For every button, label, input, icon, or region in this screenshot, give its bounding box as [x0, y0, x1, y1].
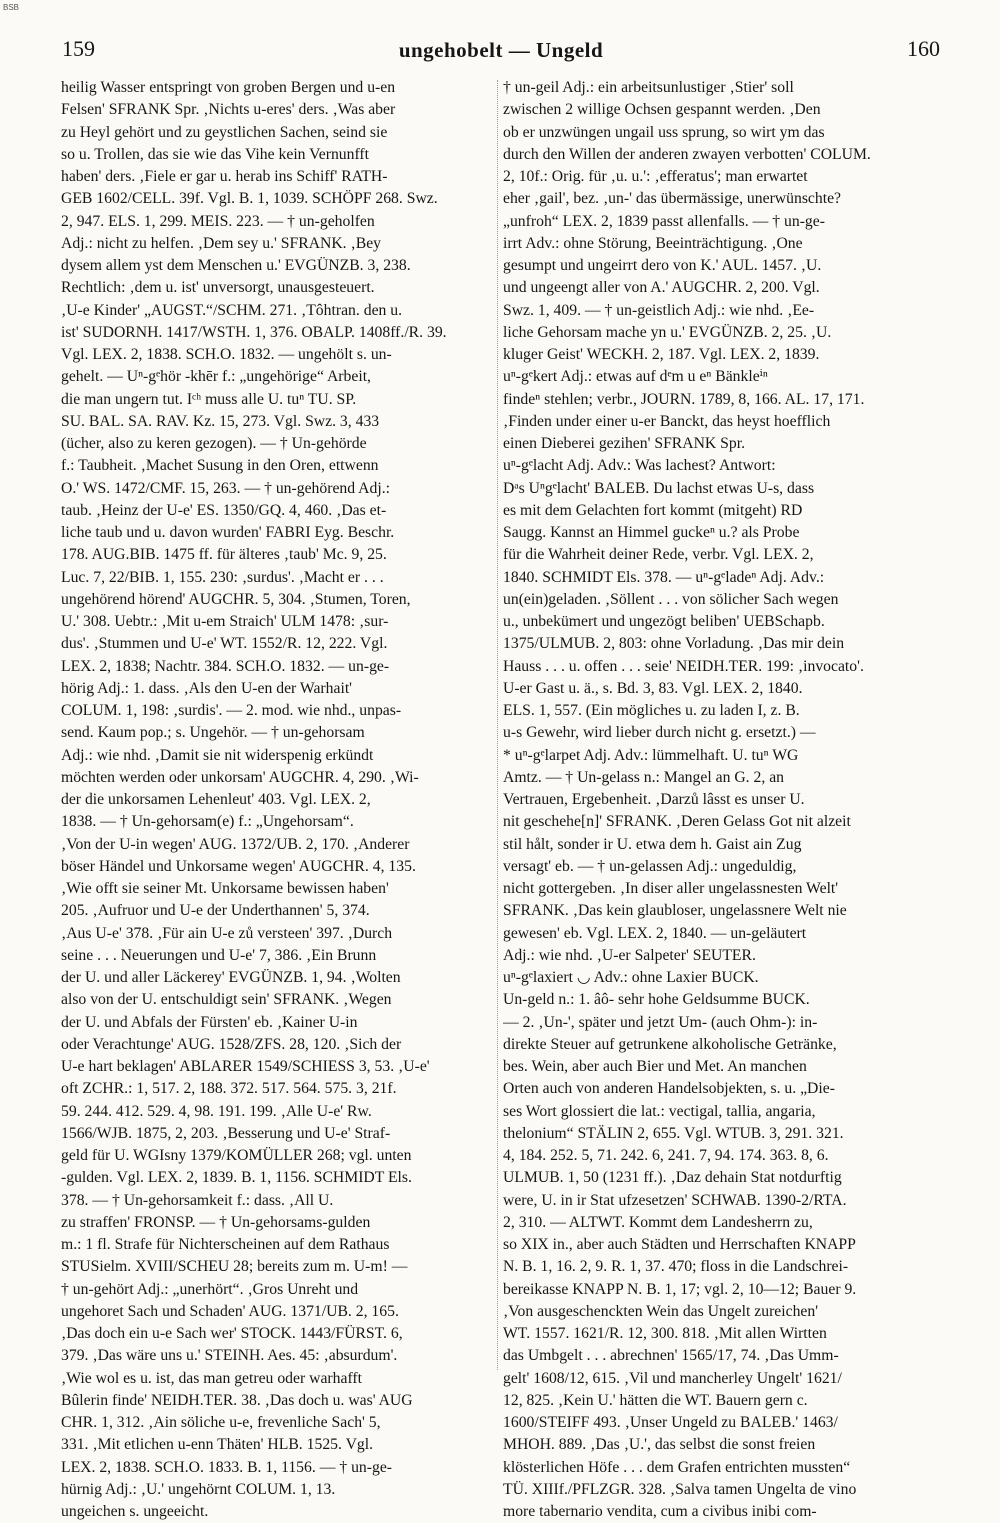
text-line: -gulden. Vgl. LEX. 2, 1839. B. 1, 1156. SCHMIDT Els.: [61, 1169, 412, 1187]
text-line: Luc. 7, 22/BIB. 1, 155. 230: ‚surdus'. ‚Macht er . . .: [61, 568, 384, 586]
text-line: Vgl. LEX. 2, 1838. SCH.O. 1832. — ungehölt s. un-: [61, 346, 392, 363]
text-line: U-e hart beklagen' ABLARER 1549/SCHIESS 3, 53. ‚U-e': [61, 1058, 430, 1075]
text-line: hürnig Adj.: ‚U.' ungehörnt COLUM. 1, 13.: [61, 1480, 336, 1498]
text-line: were, U. in ir Stat ufzesetzen' SCHWAB. 1390-2/RTA.: [503, 1191, 847, 1209]
text-line: more tabernario vendita, cum a civibus inibi com-: [503, 1503, 817, 1520]
page-number-right: 160: [907, 36, 940, 61]
text-line: m.: 1 fl. Strafe für Nichterscheinen auf dem Rathaus: [61, 1236, 390, 1253]
text-line: gehelt. — Uⁿ-gᵉhör -khēr f.: „ungehörige“ Arbeit,: [61, 368, 371, 386]
text-line: O.' WS. 1472/CMF. 15, 263. — † un-gehörend Adj.:: [61, 479, 390, 497]
text-line: uⁿ-gᵉlacht Adj. Adv.: Was lachest? Antwort:: [503, 457, 776, 475]
text-line: 178. AUG.BIB. 1475 ff. für älteres ‚taub' Mc. 9, 25.: [61, 546, 387, 564]
text-line: 4, 184. 252. 5, 71. 242. 6, 241. 7, 94. 174. 363. 8, 6.: [503, 1147, 829, 1164]
text-line: oder Verachtunge' AUG. 1528/ZFS. 28, 120. ‚Sich der: [61, 1035, 402, 1053]
text-line: böser Händel und Unkorsame wegen' AUGCHR. 4, 135.: [61, 857, 416, 875]
text-line: ‚Finden under einer u-er Banckt, das heyst hoefflich: [503, 412, 831, 430]
text-line: direkte Steuer auf getrunkene alkoholische Getränke,: [503, 1035, 837, 1053]
text-line: der U. und Abfals der Fürsten' eb. ‚Kainer U-in: [61, 1013, 358, 1031]
text-line: ‚Aus U-e' 378. ‚Für ain U-e zů versteen' 397. ‚Durch: [61, 924, 393, 942]
text-line: U.' 308. Uebtr.: ‚Mit u-em Straich' ULM 1478: ‚sur-: [61, 613, 389, 630]
text-line: liche Gehorsam mache yn u.' EVGÜNZB. 2, 25. ‚U.: [503, 323, 832, 341]
text-line: klösterlichen Höfe . . . dem Grafen entrichten mussten“: [503, 1458, 851, 1476]
text-line: also von der U. entschuldigt sein' SFRANK. ‚Wegen: [61, 991, 392, 1009]
text-line: LEX. 2, 1838; Nachtr. 384. SCH.O. 1832. — un-ge-: [61, 657, 390, 675]
text-line: ‚Das doch ein u-e Sach wer' STOCK. 1443/FÜRST. 6,: [61, 1325, 403, 1342]
text-line: das Umbgelt . . . abrechnen' 1565/17, 74. ‚Das Umm-: [503, 1347, 839, 1365]
text-line: zu straffen' FRONSP. — † Un-gehorsams-gulden: [61, 1213, 371, 1231]
text-line: Swz. 1, 409. — † un-geistlich Adj.: wie nhd. ‚Ee-: [503, 301, 815, 319]
right-column: [503, 77, 938, 1523]
text-line: Bûlerin finde' NEIDH.TER. 38. ‚Das doch u. was' AUG: [61, 1391, 413, 1409]
text-line: der U. und aller Läckerey' EVGÜNZB. 1, 94. ‚Wolten: [61, 969, 401, 986]
text-line: † un-gehört Adj.: „unerhört“. ‚Gros Unreht und: [61, 1280, 359, 1298]
text-line: Hauss . . . u. offen . . . seie' NEIDH.TER. 199: ‚invocato'.: [503, 657, 864, 675]
text-line: 379. ‚Das wäre uns u.' STEINH. Aes. 45: ‚absurdum'.: [61, 1347, 398, 1365]
text-line: 205. ‚Aufruor und U-e der Underthannen' 5, 374.: [61, 902, 370, 920]
text-line: ‚Von ausgeschenckten Wein das Ungelt zureichen': [503, 1302, 819, 1320]
text-line: ‚Wie offt sie seiner Mt. Unkorsame bewissen haben': [61, 880, 389, 897]
text-line: ELS. 1, 557. (Ein mögliches u. zu laden I, z. B.: [503, 702, 800, 719]
text-line: gewesen' eb. Vgl. LEX. 2, 1840. — un-geläutert: [503, 924, 807, 942]
text-line: hörig Adj.: 1. dass. ‚Als den U-en der Warhait': [61, 679, 352, 697]
text-line: gesumpt und ungeirrt dero von K.' AUL. 1457. ‚U.: [503, 257, 822, 274]
text-line: U-er Gast u. ä., s. Bd. 3, 83. Vgl. LEX. 2, 1840.: [503, 679, 803, 697]
text-line: taub. ‚Heinz der U-e' ES. 1350/GQ. 4, 460. ‚Das et-: [61, 501, 387, 519]
text-line: 1600/STEIFF 493. ‚Unser Ungeld zu BALEB.' 1463/: [503, 1414, 838, 1431]
text-line: ob er unzwüngen ungail uss sprung, so wirt ym das: [503, 123, 825, 141]
text-line: so u. Trollen, das sie wie das Vihe kein Vernunfft: [61, 145, 369, 163]
text-line: SU. BAL. SA. RAV. Kz. 15, 273. Vgl. Swz. 3, 433: [61, 412, 380, 430]
text-line: 1840. SCHMIDT Els. 378. — uⁿ-gᵉladeⁿ Adj. Adv.:: [503, 568, 825, 586]
text-line: Adj.: nicht zu helfen. ‚Dem sey u.' SFRANK. ‚Bey: [61, 234, 382, 252]
text-line: haben' ders. ‚Fiele er gar u. herab ins Schiff' RATH-: [61, 168, 388, 185]
text-line: oft ZCHR.: 1, 517. 2, 188. 372. 517. 564. 575. 3, 21f.: [61, 1080, 397, 1098]
text-line: ist' SUDORNH. 1417/WSTH. 1, 376. OBALP. 1408ff./R. 39.: [61, 323, 447, 341]
text-line: nicht gottergeben. ‚In diser aller ungelassnesten Welt': [503, 880, 839, 897]
text-line: dus'. ‚Stummen und U-e' WT. 1552/R. 12, 222. Vgl.: [61, 635, 388, 653]
text-line: Amtz. — † Un-gelass n.: Mangel an G. 2, an: [503, 768, 785, 786]
text-line: Un-geld n.: 1. âô- sehr hohe Geldsumme BUCK.: [503, 991, 810, 1009]
text-line: ‚U-e Kinder' „AUGST.“/SCHM. 271. ‚Tôhtran. den u.: [61, 301, 403, 319]
text-line: Adj.: wie nhd. ‚Damit sie nit widerspenig erkündt: [61, 746, 374, 764]
text-line: N. B. 1, 16. 2, 9. R. 1, 37. 470; floss in die Landschrei-: [503, 1258, 849, 1276]
text-line: Orten auch von anderen Handelsobjekten, s. u. „Die-: [503, 1080, 835, 1098]
text-line: * uⁿ-gᵉlarpet Adj. Adv.: lümmelhaft. U. tuⁿ WG: [503, 746, 799, 764]
text-line: bereikasse KNAPP N. B. 1, 17; vgl. 2, 10—12; Bauer 9.: [503, 1280, 857, 1298]
text-line: „unfroh“ LEX. 2, 1839 passt allenfalls. — † un-ge-: [503, 212, 825, 230]
text-line: SFRANK. ‚Das kein glaubloser, ungelassnere Welt nie: [503, 902, 847, 920]
text-line: f.: Taubheit. ‚Machet Susung in den Oren, ettwenn: [61, 457, 379, 475]
library-mark: BSB: [3, 3, 20, 12]
text-line: einen Dieberei gezihen' SFRANK Spr.: [503, 435, 746, 452]
text-line: — 2. ‚Un-', später und jetzt Um- (auch Ohm-): in-: [503, 1013, 818, 1031]
text-line: 2, 10f.: Orig. für ‚u. u.': ‚efferatus'; man erwartet: [503, 168, 808, 185]
text-line: MHOH. 889. ‚Das ‚U.', das selbst die sonst freien: [503, 1436, 816, 1454]
text-line: so XIX in., aber auch Städten und Herrschaften KNAPP: [503, 1236, 856, 1253]
text-line: der die unkorsamen Lehenleut' 403. Vgl. LEX. 2,: [61, 791, 371, 808]
text-line: stil hålt, sonder ir U. etwa dem h. Gaist ain Zug: [503, 835, 802, 853]
text-line: 1566/WJB. 1875, 2, 203. ‚Besserung und U-e' Straf-: [61, 1124, 391, 1142]
text-line: ses Wort glossiert die lat.: vectigal, tallia, angaria,: [503, 1102, 816, 1120]
text-line: Felsen' SFRANK Spr. ‚Nichts u-eres' ders. ‚Was aber: [61, 101, 396, 119]
text-line: kluger Geist' WECKH. 2, 187. Vgl. LEX. 2, 1839.: [503, 346, 820, 363]
text-line: ungeichen s. ungeeicht.: [61, 1503, 209, 1520]
text-line: uⁿ-gᵉlaxiert ◡ Adv.: ohne Laxier BUCK.: [503, 969, 759, 986]
text-line: u., unbekümert und ungezögt beliben' UEBSchapb.: [503, 613, 825, 630]
text-line: eher ‚gail', bez. ‚un-' das übermässige, unerwünschte?: [503, 190, 842, 208]
text-line: † un-geil Adj.: ein arbeitsunlustiger ‚Stier' soll: [503, 79, 794, 96]
text-line: Adj.: wie nhd. ‚U-er Salpeter' SEUTER.: [503, 946, 756, 964]
text-line: irrt Adv.: ohne Störung, Beeinträchtigung. ‚One: [503, 234, 803, 252]
text-line: ‚Von der U-in wegen' AUG. 1372/UB. 2, 170. ‚Anderer: [61, 835, 410, 853]
text-line: Dᵃs Uⁿgᵉlacht' BALEB. Du lachst etwas U-s, dass: [503, 479, 815, 497]
text-line: es mit dem Gelachten fort kommt (mitgeht) RD: [503, 501, 803, 519]
text-line: 12, 825. ‚Kein U.' hätten die WT. Bauern gern c.: [503, 1391, 808, 1409]
text-line: bes. Wein, aber auch Bier und Met. An manchen: [503, 1058, 807, 1075]
text-line: ungehörend hörend' AUGCHR. 5, 304. ‚Stumen, Toren,: [61, 590, 411, 608]
text-line: STUSielm. XVIII/SCHEU 28; bereits zum m. U-m! —: [61, 1258, 408, 1276]
text-line: GEB 1602/CELL. 39f. Vgl. B. 1, 1039. SCHÖPF 268. Swz.: [61, 190, 438, 208]
text-line: zwischen 2 willige Ochsen gespannt werden. ‚Den: [503, 101, 821, 119]
text-line: 2, 947. ELS. 1, 299. MEIS. 223. — † un-geholfen: [61, 212, 375, 230]
text-line: ‚Wie wol es u. ist, das man getreu oder warhafft: [61, 1369, 362, 1387]
text-line: uⁿ-gᵉkert Adj.: etwas auf dᵉm u eⁿ Bänkleⁱⁿ: [503, 368, 768, 386]
text-line: CHR. 1, 312. ‚Ain söliche u-e, frevenliche Sach' 5,: [61, 1414, 381, 1431]
text-line: seine . . . Neuerungen und U-e' 7, 386. ‚Ein Brunn: [61, 946, 377, 964]
text-line: send. Kaum pop.; s. Ungehör. — † un-gehorsam: [61, 724, 365, 742]
page-number-left: 159: [62, 36, 95, 61]
text-line: findeⁿ stehlen; verbr., JOURN. 1789, 8, 166. AL. 17, 171.: [503, 390, 865, 408]
text-line: Vertrauen, Ergebenheit. ‚Darzů lâsst es unser U.: [503, 791, 805, 808]
text-line: 1375/ULMUB. 2, 803: ohne Vorladung. ‚Das mir dein: [503, 635, 845, 653]
text-line: COLUM. 1, 198: ‚surdis'. — 2. mod. wie nhd., unpas-: [61, 702, 402, 719]
text-line: zu Heyl gehört und zu geystlichen Sachen, seind sie: [61, 123, 388, 141]
text-line: LEX. 2, 1838. SCH.O. 1833. B. 1, 1156. — † un-ge-: [61, 1458, 393, 1476]
column-divider: [497, 80, 498, 1370]
text-line: ULMUB. 1, 50 (1231 ff.). ‚Daz dehain Stat notdurftig: [503, 1169, 842, 1187]
text-line: dysem allem yst dem Menschen u.' EVGÜNZB. 3, 238.: [61, 257, 411, 274]
text-line: WT. 1557. 1621/R. 12, 300. 818. ‚Mit allen Wirtten: [503, 1325, 827, 1342]
text-line: heilig Wasser entspringt von groben Bergen und u-en: [61, 79, 396, 96]
text-line: ungehoret Sach und Schaden' AUG. 1371/UB. 2, 165.: [61, 1302, 399, 1320]
text-line: 331. ‚Mit etlichen u-enn Thäten' HLB. 1525. Vgl.: [61, 1436, 374, 1454]
text-line: Rechtlich: ‚dem u. ist' unversorgt, unausgesteuert.: [61, 279, 375, 297]
text-line: thelonium“ STÄLIN 2, 655. Vgl. WTUB. 3, 291. 321.: [503, 1124, 844, 1142]
text-line: un(ein)geladen. ‚Söllent . . . von sölicher Sach wegen: [503, 590, 839, 608]
text-line: und ungeengt aller von A.' AUGCHR. 2, 200. Vgl.: [503, 279, 820, 297]
text-line: die man ungern tut. Iᶜʰ muss alle U. tuⁿ TU. SP.: [61, 390, 357, 408]
text-line: TÜ. XIIIf./PFLZGR. 328. ‚Salva tamen Ungelta de vino: [503, 1480, 857, 1498]
text-line: 1838. — † Un-gehorsam(e) f.: „Ungehorsam“.: [61, 813, 354, 831]
text-line: 2, 310. — ALTWT. Kommt dem Landesherrn zu,: [503, 1213, 813, 1231]
text-line: Saugg. Kannst an Himmel guckeⁿ u.? als Probe: [503, 524, 800, 541]
text-line: liche taub und u. davon wurden' FABRI Eyg. Beschr.: [61, 524, 395, 541]
text-line: für die Wahrheit deiner Rede, verbr. Vgl. LEX. 2,: [503, 546, 814, 564]
running-title: ungehobelt — Ungeld: [398, 38, 604, 62]
text-line: u-s Gewehr, wird lieber durch nicht g. ersetzt.) —: [503, 724, 816, 742]
text-line: geld für U. WGIsny 1379/KOMÜLLER 268; vgl. unten: [61, 1147, 412, 1164]
text-line: durch den Willen der anderen zwayen verbotten' COLUM.: [503, 145, 871, 163]
left-column: [61, 77, 492, 1523]
text-line: 378. — † Un-gehorsamkeit f.: dass. ‚All U.: [61, 1191, 334, 1209]
text-line: möchten werden oder unkorsam' AUGCHR. 4, 290. ‚Wi-: [61, 768, 419, 786]
text-line: versagt' eb. — † un-gelassen Adj.: ungeduldig,: [503, 857, 797, 875]
text-line: (ücher, also zu keren gezogen). — † Un-gehörde: [61, 435, 367, 452]
text-line: nit geschehe[n]' SFRANK. ‚Deren Gelass Got nit alzeit: [503, 813, 851, 831]
page-header: [62, 36, 940, 66]
text-line: gelt' 1608/12, 615. ‚Vil und mancherley Ungelt' 1621/: [503, 1369, 842, 1387]
text-line: 59. 244. 412. 529. 4, 98. 191. 199. ‚Alle U-e' Rw.: [61, 1102, 372, 1120]
